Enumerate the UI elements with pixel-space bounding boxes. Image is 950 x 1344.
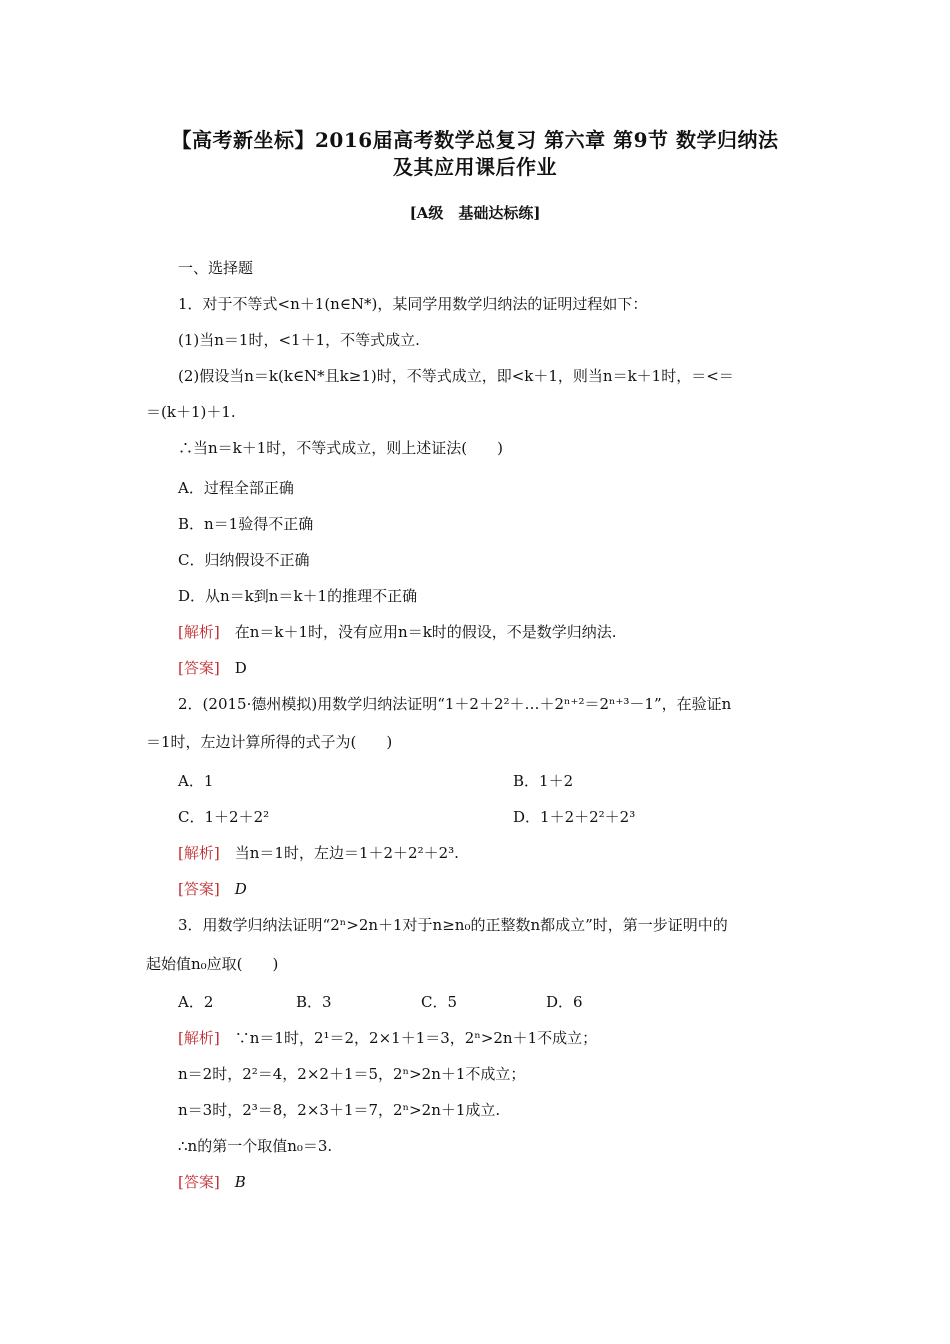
q3-analysis-line3: n＝3时，2³＝8，2×3＋1＝7，2ⁿ>2n＋1成立. <box>178 1101 501 1119</box>
q3-analysis-line4: ∴n的第一个取值n₀＝3. <box>178 1137 333 1155</box>
q3-stem-line2: 起始值n₀应取( ) <box>146 955 279 973</box>
q1-answer-label: [答案] <box>178 659 220 677</box>
q1-option-c: C．归纳假设不正确 <box>178 551 310 569</box>
q2-answer-value: D <box>234 880 247 898</box>
q1-analysis-text: 在n＝k＋1时，没有应用n＝k时的假设，不是数学归纳法. <box>234 623 617 641</box>
q3-option-d: D．6 <box>546 993 583 1011</box>
q3-option-c: C．5 <box>421 993 458 1011</box>
q2-option-d: D．1＋2＋2²＋2³ <box>513 808 636 826</box>
q3-analysis-label: [解析] <box>178 1029 220 1047</box>
q3-answer <box>178 1171 246 1193</box>
q3-analysis-line2: n＝2时，2²＝4，2×2＋1＝5，2ⁿ>2n＋1不成立； <box>178 1065 526 1083</box>
q3-option-b: B．3 <box>296 993 332 1011</box>
q3-answer-label: [答案] <box>178 1173 220 1191</box>
q3-analysis-line1 <box>178 1027 597 1049</box>
q1-step1: (1)当n＝1时，<1＋1，不等式成立. <box>178 331 420 349</box>
q1-option-b: B．n＝1验得不正确 <box>178 515 314 533</box>
q2-stem-line2: ＝1时，左边计算所得的式子为( ) <box>146 733 393 751</box>
level-heading: [A级 基础达标练] <box>409 204 541 222</box>
document-title-line2: 及其应用课后作业 <box>393 155 557 179</box>
q1-option-d: D．从n＝k到n＝k＋1的推理不正确 <box>178 587 418 605</box>
q1-conclusion: ∴当n＝k＋1时，不等式成立，则上述证法( ) <box>178 439 503 457</box>
q2-option-b: B．1＋2 <box>513 772 574 790</box>
q1-answer-value: D <box>234 659 247 677</box>
q3-analysis-text1: ∵n＝1时，2¹＝2，2×1＋1＝3，2ⁿ>2n＋1不成立； <box>234 1029 598 1047</box>
q1-analysis-label: [解析] <box>178 623 220 641</box>
q3-answer-value: B <box>234 1173 246 1191</box>
q1-answer <box>178 657 247 679</box>
q2-answer <box>178 878 247 900</box>
q1-stem: 1．对于不等式<n＋1(n∈N*)，某同学用数学归纳法的证明过程如下： <box>178 295 648 313</box>
section-heading: 一、选择题 <box>178 259 254 277</box>
q1-step2-line2: ＝(k＋1)＋1. <box>146 403 236 421</box>
q2-analysis <box>178 842 459 864</box>
q3-option-a: A．2 <box>178 993 214 1011</box>
q2-option-c: C．1＋2＋2² <box>178 808 270 826</box>
q2-analysis-label: [解析] <box>178 844 220 862</box>
q2-analysis-text: 当n＝1时，左边＝1＋2＋2²＋2³. <box>234 844 459 862</box>
q1-step2-line1: (2)假设当n＝k(k∈N*且k≥1)时，不等式成立，即<k＋1，则当n＝k＋1时，＝<＝ <box>178 367 734 385</box>
document-title-line1: 【高考新坐标】2016届高考数学总复习 第六章 第9节 数学归纳法 <box>171 128 779 152</box>
q1-analysis <box>178 621 617 643</box>
q3-stem-line1: 3．用数学归纳法证明“2ⁿ>2n＋1对于n≥n₀的正整数n都成立”时，第一步证明中的 <box>178 916 728 934</box>
q1-option-a: A．过程全部正确 <box>178 479 294 497</box>
q2-stem-line1: 2．(2015·德州模拟)用数学归纳法证明“1＋2＋2²＋…＋2ⁿ⁺²＝2ⁿ⁺³－1”，在验证n <box>178 695 732 713</box>
q2-answer-label: [答案] <box>178 880 220 898</box>
q2-option-a: A．1 <box>178 772 214 790</box>
